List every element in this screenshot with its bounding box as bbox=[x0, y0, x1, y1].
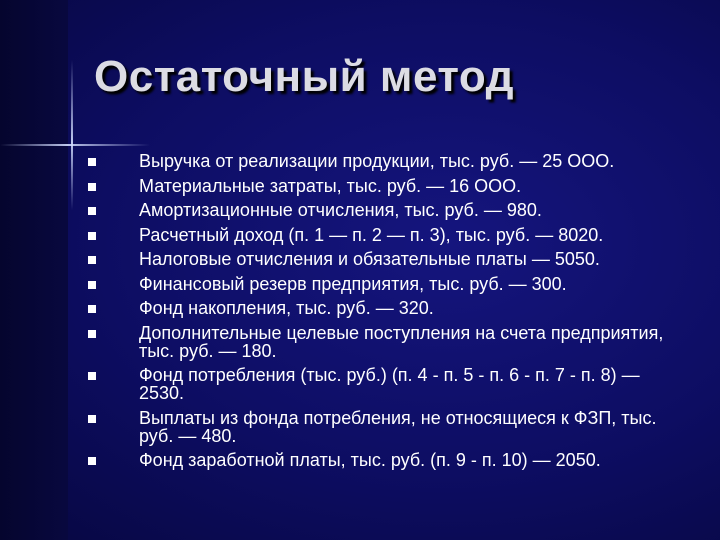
bullet-text: Налоговые отчисления и обязательные платы — 5050. bbox=[139, 249, 600, 269]
sparkle-vertical-line bbox=[71, 60, 73, 210]
square-bullet-icon bbox=[88, 305, 96, 313]
bullet-item bbox=[88, 152, 688, 170]
bullet-text: Расчетный доход (п. 1 — п. 2 — п. 3), тыс. руб. — 8020. bbox=[139, 224, 604, 245]
square-bullet-icon bbox=[88, 330, 96, 338]
bullet-text: Фонд потребления (тыс. руб.) (п. 4 - п. 5 - п. 6 - п. 7 - п. 8) — 2530. bbox=[139, 365, 640, 403]
bullet-item bbox=[88, 366, 688, 402]
bullet-list bbox=[88, 152, 688, 476]
bullet-text: Амортизационные отчисления, тыс. руб. — 980. bbox=[139, 200, 542, 220]
bullet-text: Фонд накопления, тыс. руб. — 320. bbox=[139, 298, 434, 318]
bullet-text: Фонд заработной платы, тыс. руб. (п. 9 - п. 10) — 2050. bbox=[139, 450, 601, 470]
bullet-item bbox=[88, 451, 688, 469]
bullet-item bbox=[88, 201, 688, 219]
square-bullet-icon bbox=[88, 415, 96, 423]
square-bullet-icon bbox=[88, 372, 96, 380]
bullet-item bbox=[88, 324, 688, 360]
sparkle-horizontal-line bbox=[0, 144, 150, 146]
bullet-text: Дополнительные целевые поступления на счета предприятия, тыс. руб. — 180. bbox=[139, 322, 664, 361]
bullet-text: Выплаты из фонда потребления, не относящиеся к ФЗП, тыс. руб. — 480. bbox=[139, 407, 657, 446]
square-bullet-icon bbox=[88, 158, 96, 166]
slide-title: Остаточный метод bbox=[94, 52, 515, 101]
square-bullet-icon bbox=[88, 232, 96, 240]
left-decorative-band bbox=[0, 0, 68, 540]
bullet-item bbox=[88, 275, 688, 293]
bullet-item bbox=[88, 250, 688, 268]
bullet-text: Финансовый резерв предприятия, тыс. руб. — 300. bbox=[139, 273, 567, 294]
square-bullet-icon bbox=[88, 281, 96, 289]
bullet-item bbox=[88, 226, 688, 244]
bullet-item bbox=[88, 409, 688, 445]
bullet-item bbox=[88, 299, 688, 317]
bullet-item bbox=[88, 177, 688, 195]
bullet-text: Материальные затраты, тыс. руб. — 16 ООО. bbox=[139, 175, 522, 196]
square-bullet-icon bbox=[88, 457, 96, 465]
square-bullet-icon bbox=[88, 207, 96, 215]
bullet-text: Выручка от реализации продукции, тыс. руб. — 25 ООО. bbox=[139, 151, 615, 171]
square-bullet-icon bbox=[88, 183, 96, 191]
square-bullet-icon bbox=[88, 256, 96, 264]
